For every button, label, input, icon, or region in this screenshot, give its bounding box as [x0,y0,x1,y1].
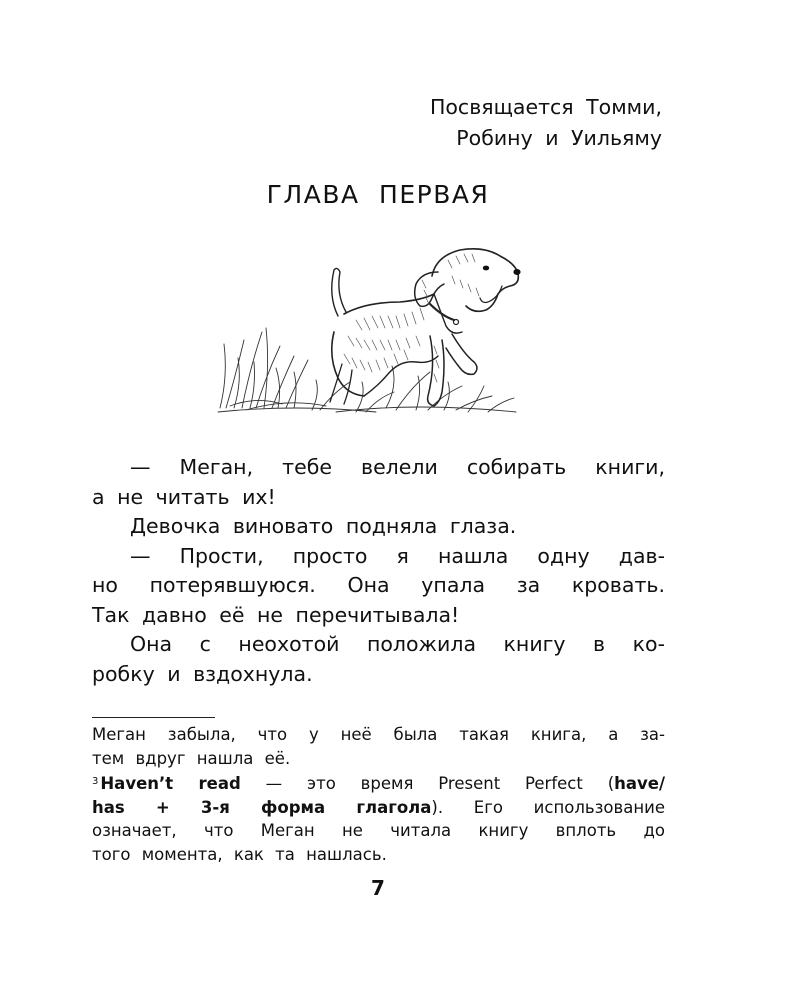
footnote-text-b: ). Его использование [431,797,665,817]
body-line-1: — Меган, тебе велели собирать книги, [130,455,665,479]
body-line-4: — Прости, просто я нашла одну дав- [130,543,665,568]
dog-in-grass-icon [216,236,534,420]
footnote-3-line-2 [92,796,665,820]
footnote-formula-b: has + 3-я форма глагола [92,797,432,817]
footnote-term: Haven’t read [100,774,241,793]
page-number: 7 [371,876,385,900]
footnote-3-line-4: того момента, как та нашлась. [92,844,387,864]
footnotes [92,723,665,866]
body-line-5: но потерявшуюся. Она упала за кровать. [92,573,665,597]
footnote-text-a: — это время Present Perfect ( [240,774,615,793]
dedication-line-1: Посвящается Томми, [429,95,662,119]
body-line-2: а не читать их! [92,484,276,509]
body-line-6: Так давно её не перечитывала! [92,602,460,627]
body-line-3: Девочка виновато подняла глаза. [130,514,517,538]
body-line-8: робку и вздохнула. [92,661,313,686]
footnote-formula-a: have/ [614,774,665,793]
footnote-3-line-1 [92,770,665,796]
footnote-separator [92,717,215,718]
footnote-line-1: Меган забыла, что у неё была такая книга, а за- [92,725,665,744]
body-text [92,453,665,689]
dedication [430,92,662,154]
dedication-line-2: Робину и Уильяму [456,126,662,150]
chapter-title: ГЛАВА ПЕРВАЯ [266,180,490,209]
body-line-7: Она с неохотой положила книгу в ко- [130,632,665,656]
footnote-marker: 3 [92,776,99,787]
footnote-3-line-3: означает, что Меган не читала книгу вплоть до [92,821,665,840]
footnote-line-2: тем вдруг нашла её. [92,748,291,768]
